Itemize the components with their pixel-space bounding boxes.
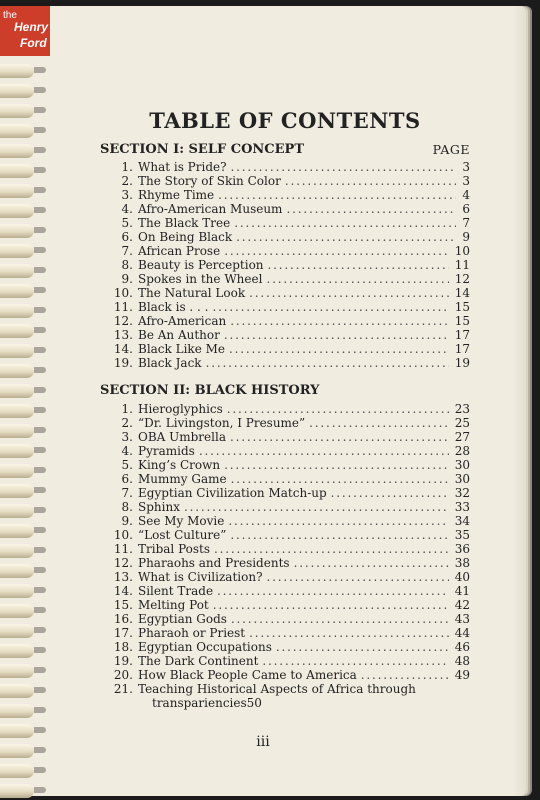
toc-entry-number: 12. bbox=[113, 314, 133, 328]
dot-leader bbox=[231, 472, 449, 486]
toc-entry-title: The Black Tree bbox=[138, 216, 231, 230]
dot-leader bbox=[184, 500, 449, 514]
toc-entry-page: 30 bbox=[454, 472, 470, 486]
toc-entry-number: 19. bbox=[113, 356, 133, 370]
toc-entry-number: 1. bbox=[121, 402, 133, 416]
spiral-ring bbox=[0, 244, 34, 258]
toc-entry bbox=[108, 258, 470, 272]
spiral-ring bbox=[0, 124, 34, 138]
toc-entry-number: 11. bbox=[113, 542, 133, 556]
toc-entry-title: Mummy Game bbox=[138, 472, 227, 486]
toc-entry-title: Black Like Me bbox=[138, 342, 225, 356]
dot-leader bbox=[268, 258, 449, 272]
toc-entry-number: 9. bbox=[121, 272, 133, 286]
toc-entry-number: 6. bbox=[121, 230, 133, 244]
spiral-ring bbox=[0, 504, 34, 518]
toc-entry-number: 6. bbox=[121, 472, 133, 486]
toc-entry-title: Rhyme Time bbox=[138, 188, 215, 202]
spiral-ring bbox=[0, 484, 34, 498]
toc-entry-title: OBA Umbrella bbox=[138, 430, 226, 444]
toc-entry-number: 3. bbox=[121, 430, 133, 444]
dot-leader bbox=[217, 584, 449, 598]
toc-entry-page: 9 bbox=[462, 230, 470, 244]
toc-entry-title: “Dr. Livingston, I Presume” bbox=[138, 416, 306, 430]
toc-entry-page: 44 bbox=[454, 626, 470, 640]
dot-leader bbox=[234, 216, 456, 230]
toc-entry-title: Pyramids bbox=[138, 444, 195, 458]
toc-entry-number: 10. bbox=[113, 286, 133, 300]
toc-entry-title: African Prose bbox=[138, 244, 221, 258]
toc-entry-page: 32 bbox=[454, 486, 470, 500]
toc-entry-number: 7. bbox=[121, 486, 133, 500]
logo-text-ford: Ford bbox=[20, 36, 47, 50]
toc-entry bbox=[108, 570, 470, 584]
spiral-ring bbox=[0, 304, 34, 318]
toc-entry-page: 25 bbox=[454, 416, 470, 430]
toc-entry-title: Afro-American Museum bbox=[138, 202, 283, 216]
dot-leader bbox=[224, 328, 449, 342]
toc-entry-number: 14. bbox=[113, 342, 133, 356]
toc-entry bbox=[108, 230, 470, 244]
spiral-ring bbox=[0, 64, 34, 78]
toc-entry bbox=[108, 216, 470, 230]
dot-leader bbox=[213, 598, 449, 612]
toc-entry-page: 17 bbox=[454, 342, 470, 356]
spiral-ring bbox=[0, 464, 34, 478]
toc-entry-number: 5. bbox=[121, 458, 133, 472]
toc-entry bbox=[108, 472, 470, 486]
toc-entry-page: 3 bbox=[462, 174, 470, 188]
toc-entry-title: Melting Pot bbox=[138, 598, 209, 612]
dot-leader bbox=[199, 444, 449, 458]
toc-entry-number: 2. bbox=[121, 416, 133, 430]
section-2-heading bbox=[100, 383, 470, 398]
spiral-ring bbox=[0, 404, 34, 418]
toc-entry bbox=[108, 416, 470, 430]
spiral-ring bbox=[0, 164, 34, 178]
toc-entry-title: Hieroglyphics bbox=[138, 402, 223, 416]
dot-leader bbox=[236, 230, 456, 244]
toc-entry-page: 48 bbox=[454, 654, 470, 668]
toc-entry-number: 8. bbox=[121, 500, 133, 514]
dot-leader bbox=[309, 416, 449, 430]
toc-entry-number: 12. bbox=[113, 556, 133, 570]
spiral-ring bbox=[0, 104, 34, 118]
spiral-ring bbox=[0, 704, 34, 718]
dot-leader bbox=[231, 612, 449, 626]
dot-leader bbox=[231, 160, 457, 174]
toc-entry bbox=[108, 598, 470, 612]
toc-entry-number: 19. bbox=[113, 654, 133, 668]
page-title: TABLE OF CONTENTS bbox=[149, 108, 421, 133]
spiral-ring bbox=[0, 364, 34, 378]
toc-entry-page: 50 bbox=[246, 696, 262, 710]
toc-entry-page: 15 bbox=[454, 300, 470, 314]
toc-entry-page: 36 bbox=[454, 542, 470, 556]
toc-entry-number: 18. bbox=[113, 640, 133, 654]
toc-entry bbox=[108, 640, 470, 654]
spiral-ring bbox=[0, 784, 34, 798]
spiral-ring bbox=[0, 224, 34, 238]
toc-entry bbox=[108, 160, 470, 174]
toc-entry-number: 3. bbox=[121, 188, 133, 202]
toc-entry-page: 41 bbox=[454, 584, 470, 598]
toc-entry-page: 12 bbox=[454, 272, 470, 286]
toc-entry bbox=[108, 514, 470, 528]
toc-entry-page: 3 bbox=[462, 160, 470, 174]
dot-leader bbox=[331, 486, 449, 500]
dot-leader bbox=[224, 244, 449, 258]
toc-entry-page: 46 bbox=[454, 640, 470, 654]
toc-entry-number: 11. bbox=[113, 300, 133, 314]
spiral-ring bbox=[0, 584, 34, 598]
toc-entry-page: 19 bbox=[454, 356, 470, 370]
toc-entry bbox=[108, 444, 470, 458]
toc-entry-number: 14. bbox=[113, 584, 133, 598]
dot-leader bbox=[249, 626, 449, 640]
toc-entry-page: 4 bbox=[462, 188, 470, 202]
toc-entry-page: 30 bbox=[454, 458, 470, 472]
spiral-ring bbox=[0, 284, 34, 298]
toc-entry bbox=[108, 342, 470, 356]
spiral-ring bbox=[0, 264, 34, 278]
book-page bbox=[0, 6, 526, 796]
toc-entry bbox=[108, 486, 470, 500]
toc-entry-title: King’s Crown bbox=[138, 458, 221, 472]
toc-entry bbox=[108, 314, 470, 328]
spiral-ring bbox=[0, 324, 34, 338]
toc-entry-page: 17 bbox=[454, 328, 470, 342]
toc-entry bbox=[108, 300, 470, 314]
dot-leader bbox=[267, 570, 449, 584]
toc-entry-title: Egyptian Gods bbox=[138, 612, 227, 626]
toc-entry-title: Black is . . . bbox=[138, 300, 209, 314]
toc-entry bbox=[108, 584, 470, 598]
toc-entry-title-continued: transpariencies bbox=[152, 696, 247, 710]
toc-entry-title: The Natural Look bbox=[138, 286, 246, 300]
dot-leader bbox=[213, 300, 449, 314]
dot-leader bbox=[206, 356, 449, 370]
dot-leader bbox=[224, 458, 449, 472]
toc-entry-number: 9. bbox=[121, 514, 133, 528]
toc-entry-page: 40 bbox=[454, 570, 470, 584]
toc-entry bbox=[108, 458, 470, 472]
henry-ford-logo bbox=[0, 6, 50, 56]
toc-entry-page: 23 bbox=[454, 402, 470, 416]
dot-leader bbox=[227, 402, 449, 416]
spiral-ring bbox=[0, 624, 34, 638]
toc-entry-title: Teaching Historical Aspects of Africa through bbox=[138, 682, 416, 696]
toc-entry-title: Be An Author bbox=[138, 328, 220, 342]
toc-entry-title: How Black People Came to America bbox=[138, 668, 357, 682]
toc-entry bbox=[108, 174, 470, 188]
toc-entry-page: 10 bbox=[454, 244, 470, 258]
toc-entry-number: 16. bbox=[113, 612, 133, 626]
section-1-heading bbox=[100, 142, 470, 157]
dot-leader bbox=[286, 202, 456, 216]
toc-entry-page: 28 bbox=[454, 444, 470, 458]
toc-entry bbox=[108, 272, 470, 286]
spiral-ring bbox=[0, 184, 34, 198]
toc-entry-page: 49 bbox=[454, 668, 470, 682]
toc-entry-title: “Lost Culture” bbox=[138, 528, 227, 542]
spiral-ring bbox=[0, 344, 34, 358]
spiral-ring bbox=[0, 684, 34, 698]
dot-leader bbox=[285, 174, 457, 188]
spiral-ring bbox=[0, 664, 34, 678]
section-1-title: SECTION I: SELF CONCEPT bbox=[100, 142, 304, 157]
toc-entry-number: 21. bbox=[113, 682, 133, 696]
toc-entry bbox=[108, 668, 470, 682]
toc-entry bbox=[108, 244, 470, 258]
toc-entry-number: 2. bbox=[121, 174, 133, 188]
toc-entry-title: Sphinx bbox=[138, 500, 180, 514]
dot-leader bbox=[218, 188, 456, 202]
toc-entry bbox=[108, 402, 470, 416]
spiral-ring bbox=[0, 444, 34, 458]
toc-entry-title: Pharaohs and Presidents bbox=[138, 556, 290, 570]
toc-entry-number: 4. bbox=[121, 202, 133, 216]
toc-entry bbox=[108, 356, 470, 370]
logo-text-the: the bbox=[3, 10, 17, 21]
toc-entry bbox=[108, 328, 470, 342]
dot-leader bbox=[276, 640, 449, 654]
dot-leader bbox=[262, 654, 448, 668]
dot-leader bbox=[230, 528, 448, 542]
toc-entry-page: 33 bbox=[454, 500, 470, 514]
toc-entry-title: Pharaoh or Priest bbox=[138, 626, 246, 640]
toc-entry bbox=[108, 188, 470, 202]
toc-entry-number: 5. bbox=[121, 216, 133, 230]
dot-leader bbox=[229, 342, 449, 356]
section-2-title: SECTION II: BLACK HISTORY bbox=[100, 383, 320, 398]
toc-entry-page: 27 bbox=[454, 430, 470, 444]
toc-entry-page: 43 bbox=[454, 612, 470, 626]
spiral-ring bbox=[0, 524, 34, 538]
spiral-binding bbox=[0, 56, 50, 796]
toc-entry-title: Beauty is Perception bbox=[138, 258, 264, 272]
toc-entry-page: 6 bbox=[462, 202, 470, 216]
toc-entry-page: 42 bbox=[454, 598, 470, 612]
toc-entry-title: Silent Trade bbox=[138, 584, 214, 598]
toc-entry-number: 4. bbox=[121, 444, 133, 458]
toc-entry-number: 17. bbox=[113, 626, 133, 640]
toc-entry-title: See My Movie bbox=[138, 514, 225, 528]
dot-leader bbox=[230, 314, 448, 328]
logo-text-henry: Henry bbox=[14, 20, 49, 34]
spiral-ring bbox=[0, 384, 34, 398]
toc-entry-page: 15 bbox=[454, 314, 470, 328]
toc-entry-page: 14 bbox=[454, 286, 470, 300]
section-2-list bbox=[108, 402, 470, 710]
toc-entry-page: 7 bbox=[462, 216, 470, 230]
dot-leader bbox=[266, 272, 448, 286]
toc-entry bbox=[108, 682, 470, 710]
toc-entry-page: 11 bbox=[454, 258, 470, 272]
dot-leader bbox=[228, 514, 448, 528]
toc-entry-title: What is Pride? bbox=[138, 160, 227, 174]
toc-entry-number: 15. bbox=[113, 598, 133, 612]
toc-entry bbox=[108, 556, 470, 570]
toc-entry-title: The Dark Continent bbox=[138, 654, 259, 668]
toc-entry-number: 13. bbox=[113, 570, 133, 584]
toc-entry bbox=[108, 612, 470, 626]
spiral-ring bbox=[0, 644, 34, 658]
toc-entry-title: The Story of Skin Color bbox=[138, 174, 281, 188]
toc-entry-title: Spokes in the Wheel bbox=[138, 272, 263, 286]
toc-entry-title: On Being Black bbox=[138, 230, 233, 244]
toc-entry-title: Egyptian Occupations bbox=[138, 640, 272, 654]
toc-entry-number: 20. bbox=[113, 668, 133, 682]
toc-entry bbox=[108, 626, 470, 640]
toc-entry-number: 8. bbox=[121, 258, 133, 272]
section-1-list bbox=[108, 160, 470, 370]
toc-entry-title: Egyptian Civilization Match-up bbox=[138, 486, 327, 500]
spiral-ring bbox=[0, 604, 34, 618]
dot-leader bbox=[249, 286, 449, 300]
toc-entry-title: Afro-American bbox=[138, 314, 227, 328]
toc-entry bbox=[108, 542, 470, 556]
toc-entry-title: Tribal Posts bbox=[138, 542, 211, 556]
toc-entry bbox=[108, 430, 470, 444]
page-number: iii bbox=[256, 734, 270, 750]
dot-leader bbox=[294, 556, 449, 570]
toc-entry-title: What is Civilization? bbox=[138, 570, 263, 584]
toc-entry-number: 1. bbox=[121, 160, 133, 174]
spiral-ring bbox=[0, 544, 34, 558]
page-column-label: PAGE bbox=[432, 142, 470, 157]
toc-entry bbox=[108, 500, 470, 514]
dot-leader bbox=[230, 430, 449, 444]
spiral-ring bbox=[0, 84, 34, 98]
toc-entry-page: 38 bbox=[454, 556, 470, 570]
toc-entry-number: 13. bbox=[113, 328, 133, 342]
toc-entry bbox=[108, 654, 470, 668]
spiral-ring bbox=[0, 144, 34, 158]
spiral-ring bbox=[0, 764, 34, 778]
spiral-ring bbox=[0, 564, 34, 578]
toc-entry bbox=[108, 202, 470, 216]
toc-entry bbox=[108, 286, 470, 300]
toc-entry bbox=[108, 528, 470, 542]
toc-entry-page: 34 bbox=[454, 514, 470, 528]
toc-entry-title: Black Jack bbox=[138, 356, 202, 370]
toc-entry-page: 35 bbox=[454, 528, 470, 542]
spiral-ring bbox=[0, 204, 34, 218]
dot-leader bbox=[361, 668, 449, 682]
spiral-ring bbox=[0, 424, 34, 438]
dot-leader bbox=[214, 542, 449, 556]
toc-entry-number: 7. bbox=[121, 244, 133, 258]
toc-entry-number: 10. bbox=[113, 528, 133, 542]
